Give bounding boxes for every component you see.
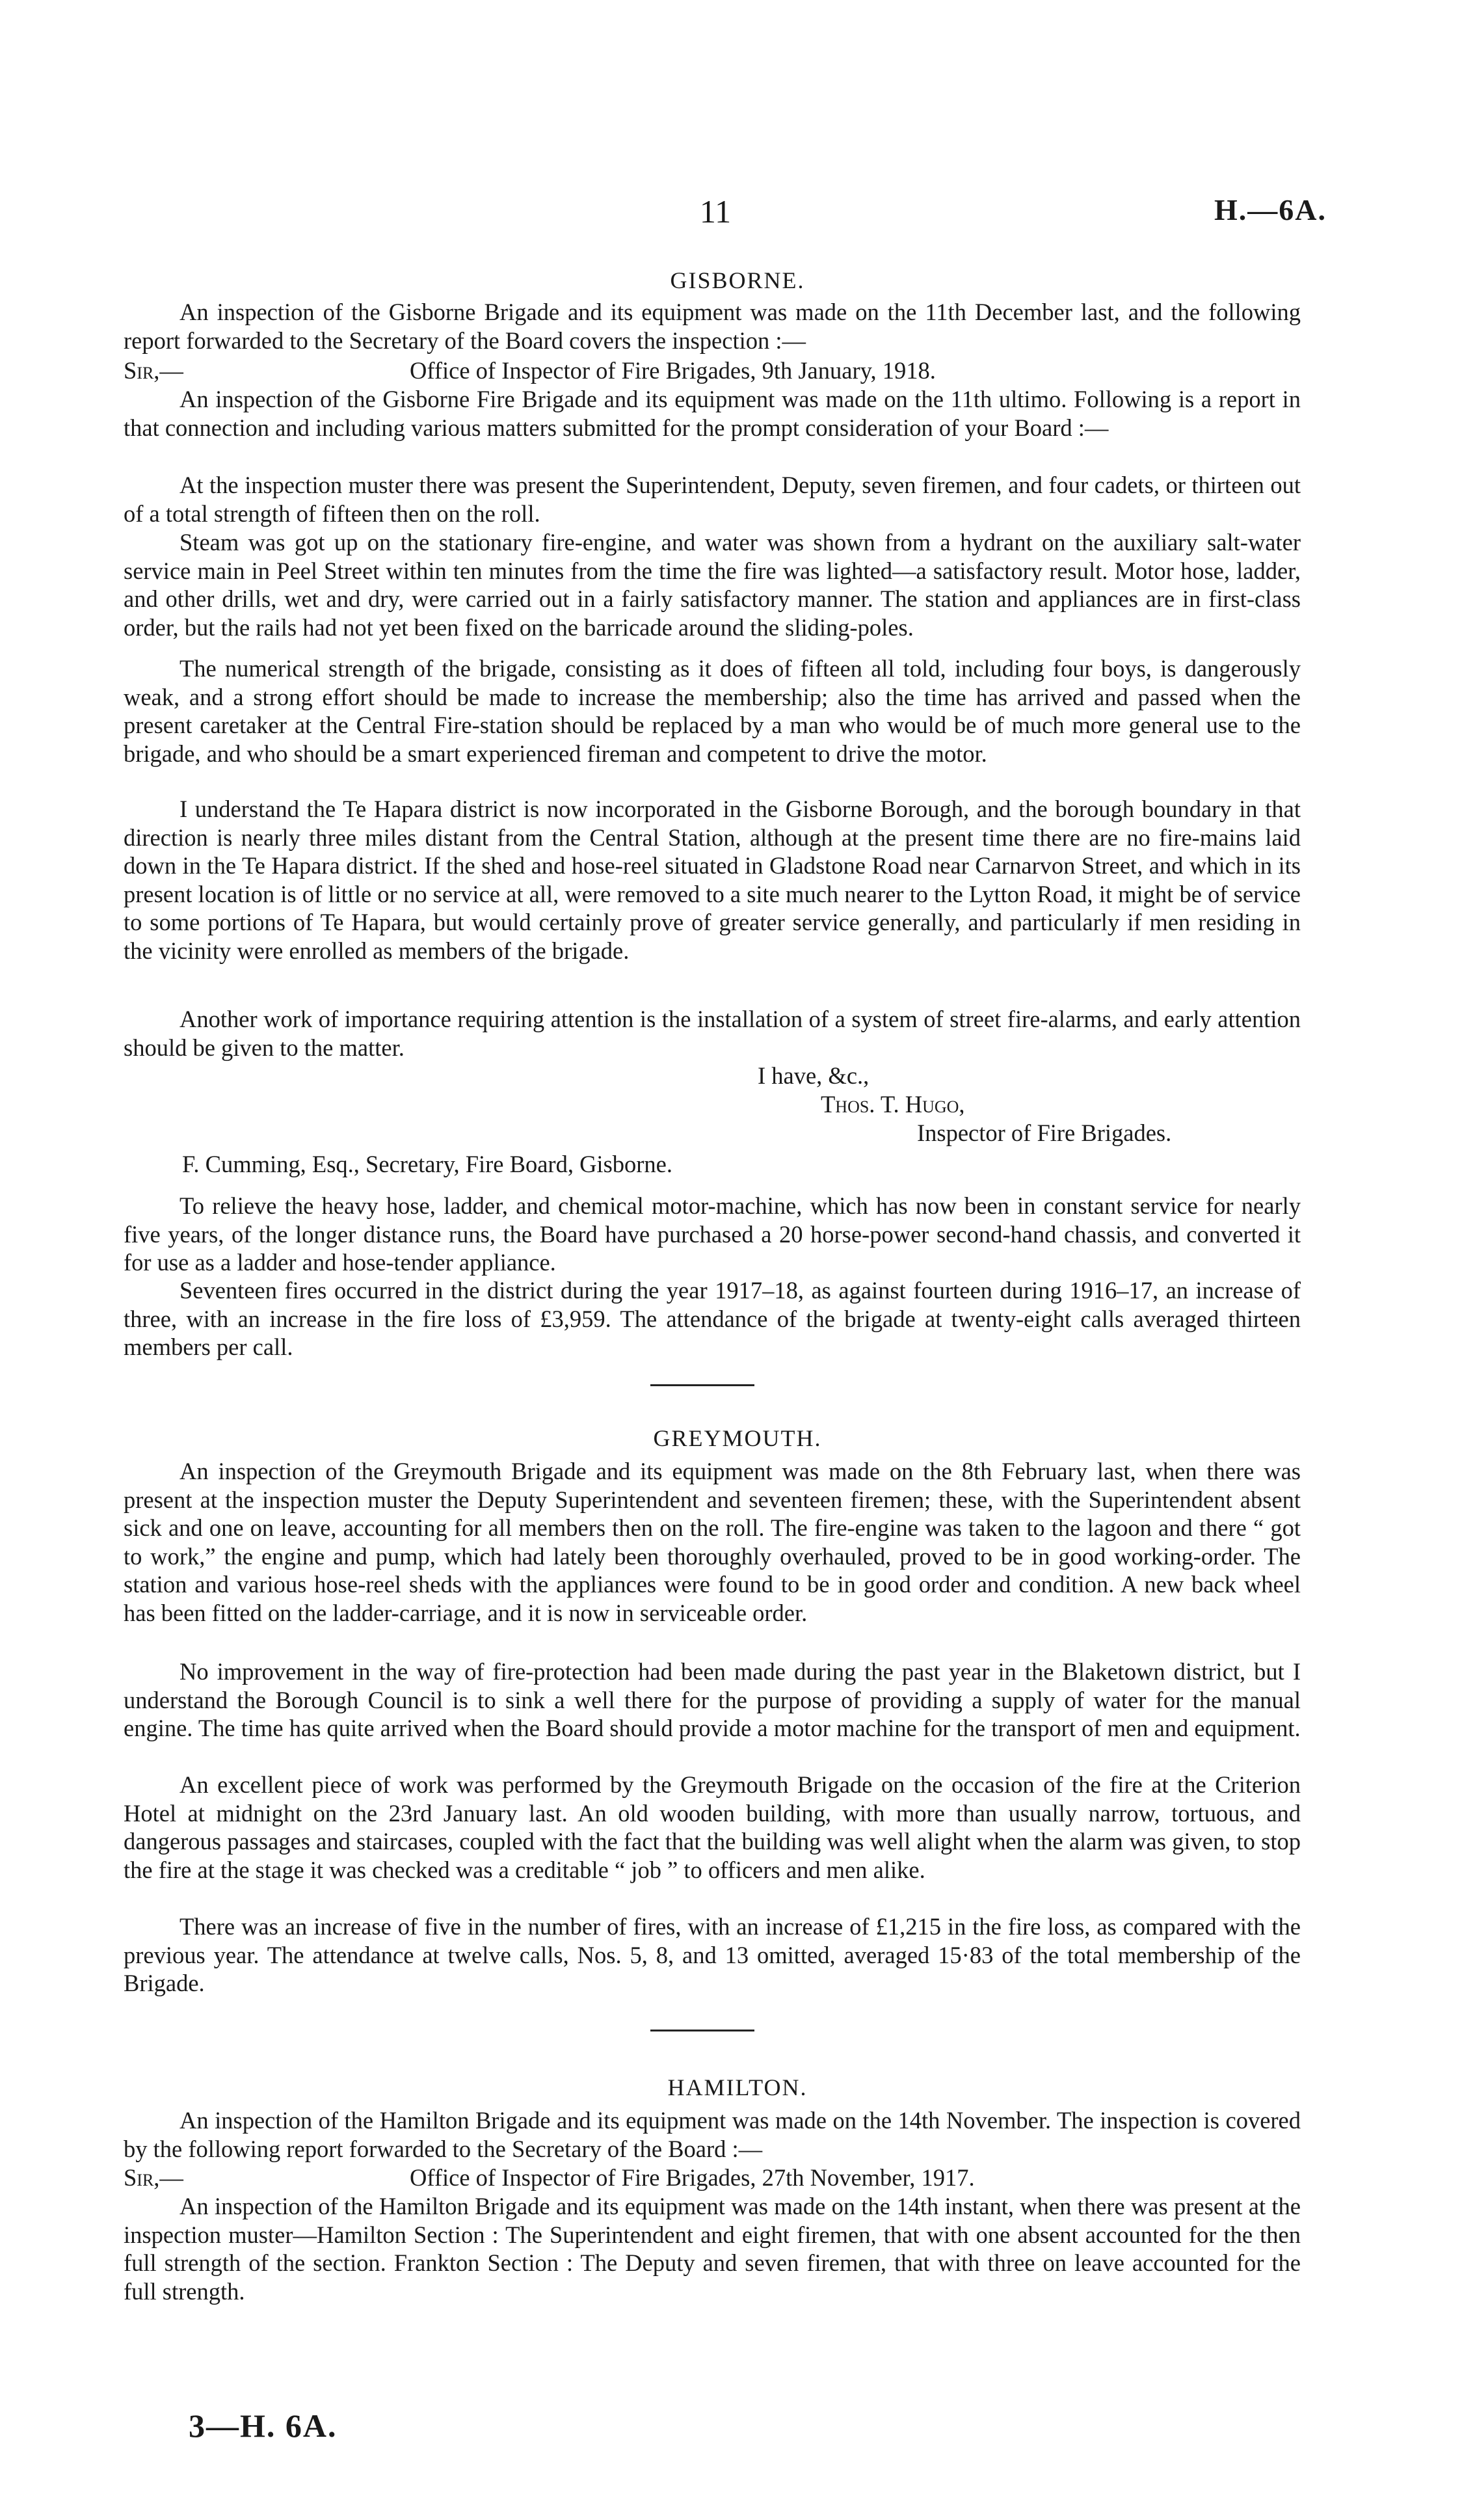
hamilton-intro: An inspection of the Hamilton Brigade and its equipment was made on the 14th November. The inspection is covered by the following report forwarded to the Secretary of the Board :— bbox=[124, 2107, 1301, 2162]
greymouth-paragraph: There was an increase of five in the number of fires, with an increase of £1,215 in the fire loss, as compared with the previous year. The attendance at twelve calls, Nos. 5, 8, and 13 omitted, averaged 15·83 of the total membership of the Brigade. bbox=[124, 1913, 1301, 1997]
gisborne-letter-paragraph: I understand the Te Hapara district is now incorporated in the Gisborne Borough, and the borough boundary in that direction is nearly three miles distant from the Central Station, although at the present time there are no fire-mains laid down in the Te Hapara district. If the shed and hose-reel situated in Gladstone Road near Carnarvon Street, and which in its present location is of little or no service at all, were removed to a site much nearer to the Lytton Road, it might be of service to some portions of Te Hapara, but would certainly prove of greater service generally, and particularly if men residing in the vicinity were enrolled as members of the brigade. bbox=[124, 796, 1301, 964]
gisborne-letter-paragraph: The numerical strength of the brigade, consisting as it does of fifteen all told, including four boys, is dangerously weak, and a strong effort should be made to increase the membership; also the time has arrived and passed when the present caretaker at the Central Fire-station should be replaced by a man who would be of much more general use to the brigade, and who should be a smart experienced fireman and competent to drive the motor. bbox=[124, 655, 1301, 767]
section-heading-hamilton: HAMILTON. bbox=[667, 2074, 808, 2100]
signatory-title: Inspector of Fire Brigades. bbox=[917, 1119, 1172, 1146]
gisborne-paragraph: Seventeen fires occurred in the district during the year 1917–18, as against fourteen during 1916–17, an increase of three, with an increase in the fire loss of £3,959. The attendance of the brigade at twenty-eight calls averaged thirteen members per call. bbox=[124, 1277, 1301, 1361]
gisborne-letter-paragraph: Another work of importance requiring attention is the installation of a system of street fire-alarms, and early attention should be given to the matter. bbox=[124, 1006, 1301, 1061]
signatory-name: Thos. T. Hugo, bbox=[821, 1091, 965, 1118]
greymouth-paragraph: An inspection of the Greymouth Brigade and its equipment was made on the 8th February last, when there was present at the inspection muster the Deputy Superintendent and seventeen firemen; these, with the Superintendent absent sick and one on leave, accounting for all members then on the roll. The fire-engine was taken to the lagoon and there “ got to work,” the engine and pump, which had lately been thoroughly overhauled, proved to be in good working-order. The station and various hose-reel sheds with the appliances were found to be in good order and condition. A new back wheel has been fitted on the ladder-carriage, and it is now in serviceable order. bbox=[124, 1458, 1301, 1626]
gisborne-letter-paragraph: Steam was got up on the stationary fire-engine, and water was shown from a hydrant on the auxiliary salt-water service main in Peel Street within ten minutes from the time the fire was lighted—a satisfactory result. Motor hose, ladder, and other drills, wet and dry, were carried out in a fairly satisfactory manner. The station and appliances are in first-class order, but the rails had not yet been fixed on the barricade around the sliding-poles. bbox=[124, 529, 1301, 641]
document-reference: H.—6A. bbox=[1214, 193, 1327, 226]
letter-closing: I have, &c., bbox=[758, 1062, 870, 1089]
signature-mark: 3—H. 6A. bbox=[189, 2407, 338, 2444]
section-heading-gisborne: GISBORNE. bbox=[670, 267, 805, 293]
salutation: Sir,— bbox=[124, 357, 183, 384]
section-divider bbox=[650, 1384, 754, 1386]
hamilton-letter-header bbox=[124, 2164, 1301, 2192]
gisborne-intro: An inspection of the Gisborne Brigade and its equipment was made on the 11th December last, and the following report forwarded to the Secretary of the Board covers the inspection :— bbox=[124, 299, 1301, 354]
section-heading-greymouth: GREYMOUTH. bbox=[653, 1425, 822, 1451]
gisborne-letter-paragraph: At the inspection muster there was present the Superintendent, Deputy, seven firemen, and four cadets, or thirteen out of a total strength of fifteen then on the roll. bbox=[124, 472, 1301, 527]
gisborne-letter-header bbox=[124, 356, 1301, 385]
letter-office-date: Office of Inspector of Fire Brigades, 27th November, 1917. bbox=[410, 2164, 975, 2191]
greymouth-paragraph: An excellent piece of work was performed by the Greymouth Brigade on the occasion of the fire at the Criterion Hotel at midnight on the 23rd January last. An old wooden building, with more than usually narrow, tortuous, and dangerous passages and staircases, coupled with the fact that the building was well alight when the alarm was given, to stop the fire at the stage it was checked was a creditable “ job ” to officers and men alike. bbox=[124, 1771, 1301, 1883]
letter-office-date: Office of Inspector of Fire Brigades, 9th January, 1918. bbox=[410, 357, 936, 384]
section-divider bbox=[650, 2030, 754, 2031]
hamilton-letter-paragraph: An inspection of the Hamilton Brigade and its equipment was made on the 14th instant, when there was present at the inspection muster—Hamilton Section : The Superintendent and eight firemen, that with one absent accounted for the then full strength of the section. Frankton Section : The Deputy and seven firemen, that with three on leave accounted for the full strength. bbox=[124, 2193, 1301, 2305]
letter-addressee: F. Cumming, Esq., Secretary, Fire Board, Gisborne. bbox=[182, 1151, 673, 1177]
gisborne-letter-paragraph: An inspection of the Gisborne Fire Brigade and its equipment was made on the 11th ultimo. Following is a report in that connection and including various matters submitted for the prompt consideration of your Board :— bbox=[124, 386, 1301, 441]
salutation: Sir,— bbox=[124, 2164, 183, 2191]
gisborne-paragraph: To relieve the heavy hose, ladder, and chemical motor-machine, which has now been in constant service for nearly five years, of the longer distance runs, the Board have purchased a 20 horse-power second-hand chassis, and converted it for use as a ladder and hose-tender appliance. bbox=[124, 1192, 1301, 1276]
greymouth-paragraph: No improvement in the way of fire-protection had been made during the past year in the Blaketown district, but I understand the Borough Council is to sink a well there for the purpose of providing a supply of water for the manual engine. The time has quite arrived when the Board should provide a motor machine for the transport of men and equipment. bbox=[124, 1658, 1301, 1742]
page-number: 11 bbox=[699, 193, 732, 230]
